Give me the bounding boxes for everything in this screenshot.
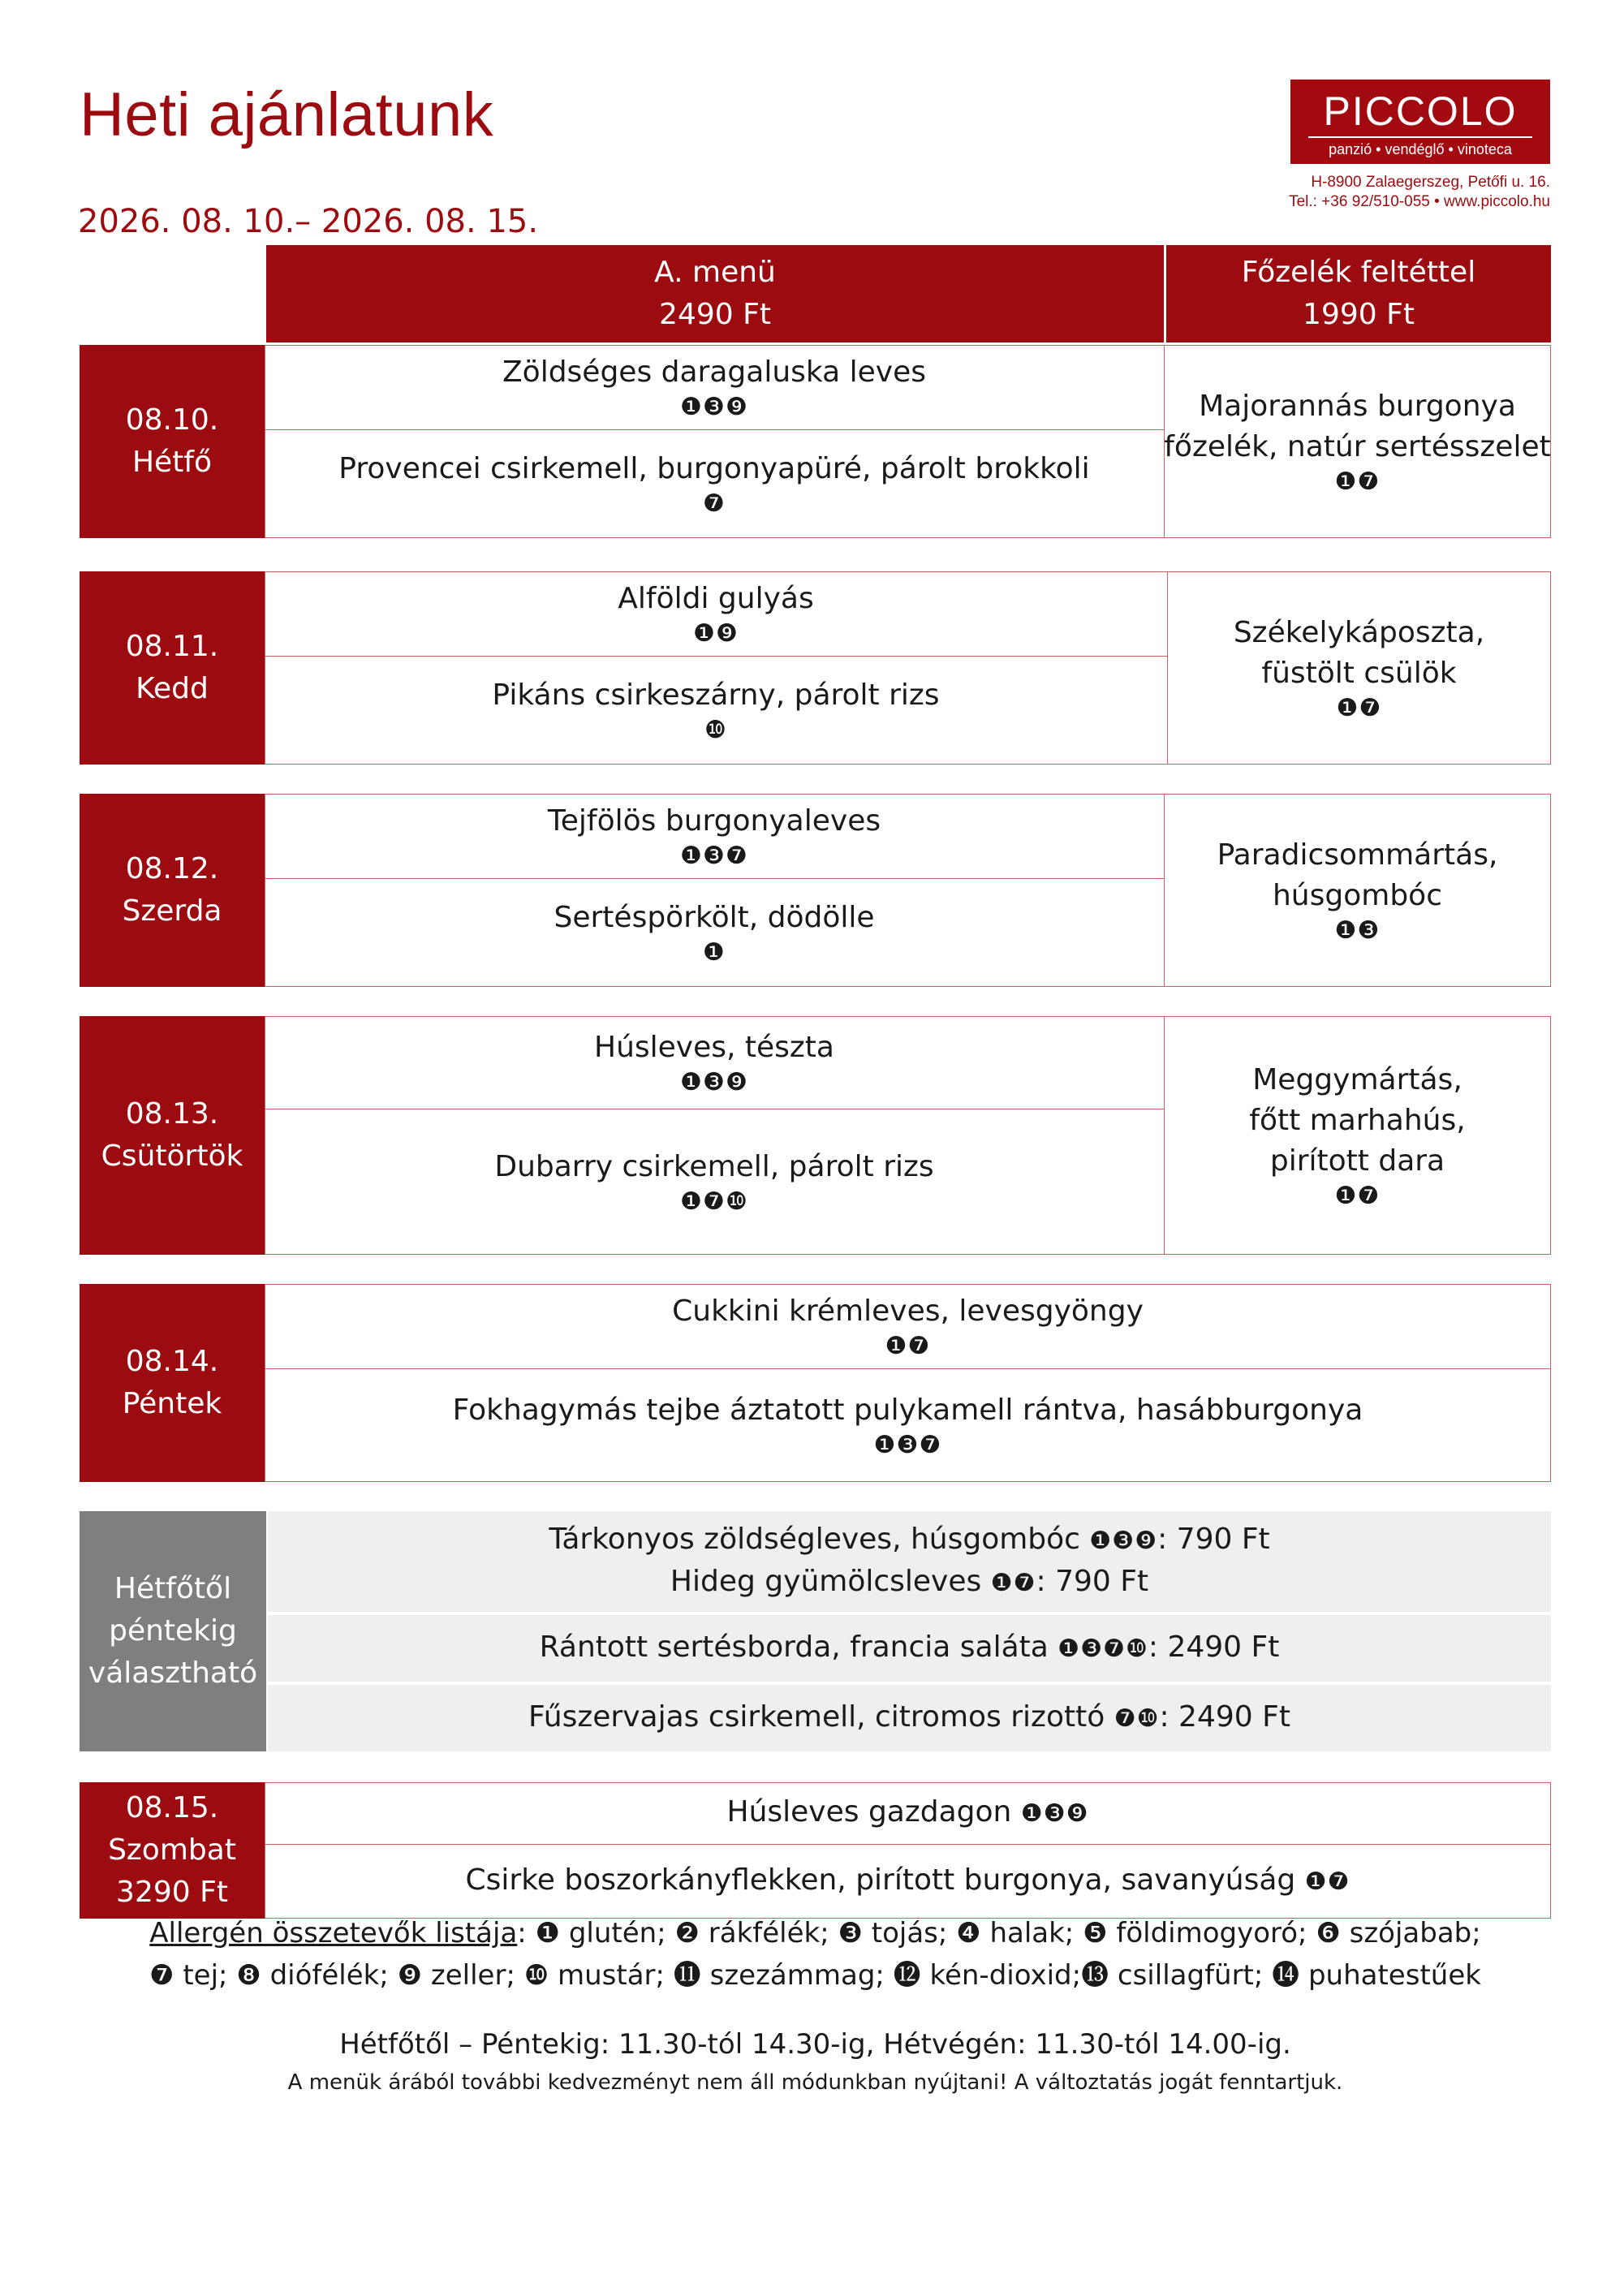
weekly-dish-name: Rántott sertésborda, francia saláta xyxy=(539,1630,1049,1664)
weekly-dish-allergens: ❶❼ xyxy=(990,1569,1036,1597)
weekly-dish-allergens: ❶❸❾ xyxy=(1089,1527,1158,1555)
day-block-saturday xyxy=(80,1782,1551,1919)
weekly-label-line: Hétfőtől xyxy=(114,1572,232,1605)
day-price: 3290 Ft xyxy=(116,1876,228,1909)
footer-note: A menük árából további kedvezményt nem áll módunkban nyújtani! A változtatás jogát fenntartjuk. xyxy=(287,2070,1343,2095)
main-dish-name: Pikáns csirkeszárny, párolt rizs xyxy=(492,678,940,712)
fozelek-allergens: ❶❼ xyxy=(1336,694,1382,722)
fozelek-name: Főzelék feltéttel xyxy=(1241,256,1476,289)
weekly-dish-allergens: ❼❿ xyxy=(1114,1704,1160,1733)
day-label xyxy=(80,1284,265,1482)
soup-allergens: ❶❼ xyxy=(885,1332,931,1360)
day-block-thursday xyxy=(80,1016,1551,1255)
fozelek-line: főzelék, natúr sertésszelet xyxy=(1164,430,1551,463)
weekly-row xyxy=(268,1511,1551,1612)
fozelek-allergens: ❶❸ xyxy=(1334,916,1381,945)
main-cell xyxy=(265,1368,1551,1482)
weekly-dish-price: : 2490 Ft xyxy=(1148,1630,1280,1664)
day-block-tuesday xyxy=(80,571,1551,765)
main-cell xyxy=(265,1844,1551,1919)
soup-allergens: ❶❸❼ xyxy=(680,842,748,870)
weekly-label-line: választható xyxy=(88,1656,258,1690)
weekly-dish-name: Hideg gyümölcsleves xyxy=(670,1565,982,1598)
day-name: Szerda xyxy=(122,894,222,928)
weekly-dish-line xyxy=(540,1627,1280,1669)
page-title: Heti ajánlatunk xyxy=(80,80,494,149)
soup-cell xyxy=(265,1016,1164,1109)
fozelek-line: főtt marhahús, xyxy=(1249,1104,1466,1137)
day-block-monday xyxy=(80,345,1551,538)
soup-cell xyxy=(265,794,1164,878)
allergen-legend xyxy=(80,1912,1551,1997)
fozelek-cell xyxy=(1164,794,1551,987)
menu-a-price: 2490 Ft xyxy=(659,298,771,331)
day-name: Csütörtök xyxy=(101,1139,243,1173)
date-range: 2026. 08. 10.– 2026. 08. 15. xyxy=(78,203,539,240)
main-allergens: ❶❸❼ xyxy=(873,1431,942,1459)
weekly-dish-line xyxy=(549,1519,1269,1562)
fozelek-line: pirított dara xyxy=(1269,1144,1445,1178)
day-label xyxy=(80,571,265,765)
main-dish-name: Dubarry csirkemell, párolt rizs xyxy=(494,1150,934,1183)
fozelek-line: Majorannás burgonya xyxy=(1199,390,1516,423)
soup-cell xyxy=(265,1782,1551,1844)
fozelek-line: füstölt csülök xyxy=(1261,657,1457,690)
soup-cell xyxy=(265,571,1167,656)
soup-line xyxy=(727,1792,1089,1834)
fozelek-line: húsgombóc xyxy=(1272,879,1442,912)
allergen-list-2: ❼ tej; ❽ diófélék; ❾ zeller; ❿ mustár; ⓫ szezámmag; ⓬ kén-dioxid;⓭ csillagfürt; ⓮ puhatestűek xyxy=(149,1959,1481,1992)
main-allergens: ❿ xyxy=(704,716,727,744)
main-allergens: ❼ xyxy=(703,489,726,518)
soup-name: Húsleves gazdagon xyxy=(726,1795,1012,1829)
main-cell xyxy=(265,429,1164,538)
fozelek-cell xyxy=(1164,1016,1551,1255)
weekly-dish-name: Tárkonyos zöldségleves, húsgombóc xyxy=(549,1523,1080,1556)
main-allergens: ❶❼❿ xyxy=(680,1187,748,1216)
main-cell xyxy=(265,656,1167,765)
fozelek-line: Paradicsommártás, xyxy=(1217,838,1498,872)
logo-tagline: panzió • vendéglő • vinoteca xyxy=(1329,141,1512,157)
weekly-label xyxy=(80,1511,266,1751)
fozelek-line: Meggymártás, xyxy=(1252,1063,1462,1096)
main-cell xyxy=(265,1109,1164,1255)
allergen-legend-label: Allergén összetevők listája xyxy=(149,1917,518,1949)
day-date: 08.13. xyxy=(125,1097,219,1131)
fozelek-price: 1990 Ft xyxy=(1303,298,1415,331)
weekly-dish-name: Fűszervajas csirkemell, citromos rizottó xyxy=(528,1700,1105,1734)
day-label xyxy=(80,794,265,987)
opening-hours: Hétfőtől – Péntekig: 11.30-tól 14.30-ig, Hétvégén: 11.30-tól 14.00-ig. xyxy=(339,2028,1291,2061)
soup-name: Zöldséges daragaluska leves xyxy=(502,355,926,389)
weekly-row xyxy=(268,1615,1551,1682)
allergen-list-1: : ❶ glutén; ❷ rákfélék; ❸ tojás; ❹ halak; ❺ földimogyoró; ❻ szójabab; xyxy=(517,1917,1481,1949)
weekly-dish-price: : 790 Ft xyxy=(1157,1523,1270,1556)
logo-divider xyxy=(1308,136,1532,138)
soup-cell xyxy=(265,1284,1551,1368)
weekly-dish-price: : 790 Ft xyxy=(1036,1565,1149,1598)
day-date: 08.11. xyxy=(125,630,219,663)
weekly-row xyxy=(268,1685,1551,1751)
day-block-friday xyxy=(80,1284,1551,1482)
weekly-dish-line xyxy=(528,1697,1290,1739)
main-dish-name: Sertéspörkölt, dödölle xyxy=(554,901,875,934)
piccolo-logo xyxy=(1290,80,1550,164)
fozelek-line: Székelykáposzta, xyxy=(1233,616,1485,649)
day-date: 08.12. xyxy=(125,852,219,885)
fozelek-allergens: ❶❼ xyxy=(1334,1182,1381,1210)
soup-allergens: ❶❸❾ xyxy=(680,1068,748,1096)
soup-name: Alföldi gulyás xyxy=(618,582,814,615)
day-block-wednesday xyxy=(80,794,1551,987)
weekly-dish-line xyxy=(670,1562,1148,1604)
day-name: Hétfő xyxy=(131,446,213,479)
allergen-legend-line xyxy=(80,1912,1551,1954)
main-allergens: ❶ xyxy=(703,938,726,967)
main-dish-name: Csirke boszorkányflekken, pirított burgonya, savanyúság xyxy=(465,1863,1296,1897)
day-name: Péntek xyxy=(122,1387,222,1420)
day-date: 08.15. xyxy=(125,1791,219,1824)
day-name: Kedd xyxy=(136,672,209,705)
day-label xyxy=(80,1016,265,1255)
menu-a-header xyxy=(266,245,1164,342)
day-name: Szombat xyxy=(108,1833,236,1867)
fozelek-cell xyxy=(1164,345,1551,538)
fozelek-header xyxy=(1166,245,1551,342)
soup-allergens: ❶❸❾ xyxy=(1020,1799,1089,1828)
soup-name: Húsleves, tészta xyxy=(594,1031,834,1064)
soup-cell xyxy=(265,345,1164,429)
fozelek-cell xyxy=(1167,571,1551,765)
menu-a-name: A. menü xyxy=(654,256,776,289)
weekly-label-line: péntekig xyxy=(109,1614,237,1648)
main-allergens: ❶❼ xyxy=(1304,1867,1350,1896)
weekly-dish-allergens: ❶❸❼❿ xyxy=(1058,1635,1148,1663)
fozelek-allergens: ❶❼ xyxy=(1334,467,1381,496)
main-dish-name: Provencei csirkemell, burgonyapüré, párolt brokkoli xyxy=(338,452,1090,485)
soup-name: Tejfölös burgonyaleves xyxy=(547,804,881,838)
soup-allergens: ❶❾ xyxy=(693,619,739,648)
address: H-8900 Zalaegerszeg, Petőfi u. 16. xyxy=(1311,174,1550,191)
soup-allergens: ❶❸❾ xyxy=(680,393,748,421)
day-label xyxy=(80,345,265,538)
day-date: 08.14. xyxy=(125,1345,219,1378)
main-dish-name: Fokhagymás tejbe áztatott pulykamell rántva, hasábburgonya xyxy=(452,1394,1363,1427)
main-cell xyxy=(265,878,1164,987)
day-date: 08.10. xyxy=(125,403,219,437)
soup-name: Cukkini krémleves, levesgyöngy xyxy=(672,1294,1144,1328)
contact-info: Tel.: +36 92/510-055 • www.piccolo.hu xyxy=(1289,193,1550,210)
main-line xyxy=(466,1860,1350,1902)
day-label xyxy=(80,1782,265,1919)
weekly-selection-block xyxy=(80,1511,1551,1751)
logo-name: PICCOLO xyxy=(1323,88,1518,134)
weekly-dish-price: : 2490 Ft xyxy=(1159,1700,1290,1734)
